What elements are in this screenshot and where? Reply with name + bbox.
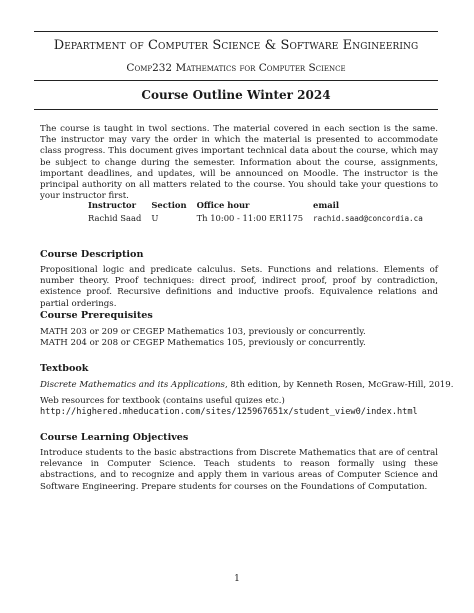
prerequisite-line-2: MATH 204 or 208 or CEGEP Mathematics 105, previously or concurrently. xyxy=(40,338,366,348)
outline-title: Course Outline Winter 2024 xyxy=(141,88,331,102)
instructor-email: rachid.saad@concordia.ca xyxy=(313,213,423,223)
table-row xyxy=(85,213,430,223)
top-rule xyxy=(34,31,438,32)
header-office-hour: Office hour xyxy=(196,200,250,210)
header-email: email xyxy=(313,200,340,210)
instructor-name: Rachid Saad xyxy=(88,213,142,223)
instructor-table-header xyxy=(85,200,430,213)
textbook-title: Discrete Mathematics and its Applications xyxy=(40,380,225,390)
page-number: 1 xyxy=(234,574,240,584)
department-title: Department of Computer Science & Software Engineering xyxy=(53,38,419,53)
textbook-citation xyxy=(40,380,453,391)
textbook-web-label: Web resources for textbook (contains useful quizes etc.) xyxy=(40,396,285,406)
header-instructor: Instructor xyxy=(88,200,137,210)
course-title: Comp232 Mathematics for Computer Science xyxy=(126,62,346,74)
instructor-section: U xyxy=(151,213,159,223)
middle-rule xyxy=(34,80,438,81)
course-description-heading: Course Description xyxy=(40,249,144,260)
learning-objectives-heading: Course Learning Objectives xyxy=(40,432,189,443)
learning-objectives-body: Introduce students to the basic abstractions from Discrete Mathematics that are of central relevance in Computer Science. Teach students to reason formally using these abstractions, and to recognize and apply them in various areas of Computer Science and Software Engineering. Prepare students for courses on the Foundations of Computation. xyxy=(40,448,438,492)
course-description-body: Propositional logic and predicate calculus. Sets. Functions and relations. Elements of number theory. Proof techniques: direct proof, indirect proof, proof by contradiction, existence proof. Recursive definitions and inductive proofs. Equivalence relations and partial orderings. xyxy=(40,265,438,309)
instructor-office-hour: Th 10:00 - 11:00 ER1175 xyxy=(196,213,304,223)
intro-paragraph: The course is taught in twol sections. The material covered in each section is the same. The instructor may vary the order in which the material is presented to accommodate class progress. This document gives important technical data about the course, which may be subject to change during the semester. Information about the course, assignments, important deadlines, and updates, will be announced on Moodle. The instructor is the principal authority on all matters related to the course. You should take your questions to your instructor first. xyxy=(40,124,438,202)
bottom-rule xyxy=(34,109,438,110)
prerequisite-line-1: MATH 203 or 209 or CEGEP Mathematics 103, previously or concurrently. xyxy=(40,327,366,337)
textbook-heading: Textbook xyxy=(40,363,89,374)
course-prerequisites-heading: Course Prerequisites xyxy=(40,310,153,321)
header-section: Section xyxy=(151,200,187,210)
textbook-url-link[interactable]: http://highered.mheducation.com/sites/125967651x/student_view0/index.html xyxy=(40,407,418,417)
instructor-table xyxy=(85,200,430,223)
textbook-details: , 8th edition, by Kenneth Rosen, McGraw-Hill, 2019. xyxy=(224,380,454,390)
